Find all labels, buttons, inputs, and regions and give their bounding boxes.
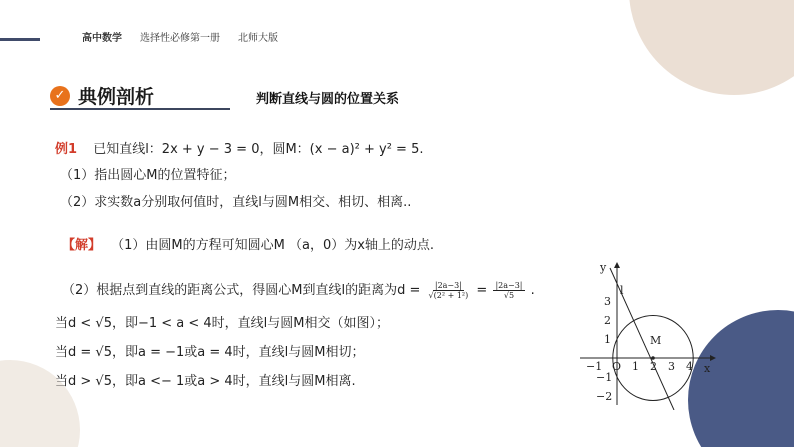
section-title-underline — [50, 108, 230, 110]
example-question-2: （2）求实数a分别取何值时，直线l与圆M相交、相切、相离.. — [60, 195, 412, 210]
x-axis-arrow — [710, 355, 716, 361]
check-icon: ✓ — [50, 86, 70, 106]
example-statement-line — [55, 138, 423, 157]
solution-label: 【解】 — [62, 238, 102, 253]
solution-part-2-line — [62, 279, 535, 300]
topic-title: 判断直线与圆的位置关系 — [256, 92, 400, 107]
header-book: 选择性必修第一册 — [140, 33, 220, 44]
y-tick-label: 1 — [604, 333, 611, 346]
center-label: M — [650, 334, 662, 347]
header-accent-line — [0, 38, 40, 41]
header-bar — [82, 29, 278, 44]
example-label: 例1 — [55, 142, 78, 157]
header-publisher: 北师大版 — [238, 33, 278, 44]
equals-sign: = — [476, 283, 488, 298]
distance-fraction-2 — [493, 281, 524, 300]
fraction-1-numerator: |2a−3| — [434, 281, 462, 290]
circle-line-graph — [580, 240, 720, 410]
example-statement: 已知直线l：2x + y − 3 = 0，圆M：(x − a)² + y² = 5. — [93, 142, 424, 157]
fraction-2-denominator: √5 — [503, 291, 515, 300]
section-title-row — [50, 82, 154, 109]
header-subject: 高中数学 — [82, 33, 122, 44]
case-tangent: 当d = √5，即a = −1或a = 4时，直线l与圆M相切； — [55, 345, 365, 360]
section-title: 典例剖析 — [78, 86, 155, 108]
x-tick-label: 4 — [686, 360, 693, 373]
solution-part-1-line — [62, 234, 434, 253]
y-tick-label: −1 — [596, 371, 613, 384]
x-tick-label: −1 — [586, 360, 603, 373]
y-tick-label: 2 — [604, 314, 611, 327]
example-question-1: （1）指出圆心M的位置特征； — [60, 168, 236, 183]
y-tick-label: 3 — [604, 295, 611, 308]
distance-fraction-1 — [427, 281, 471, 300]
y-axis-arrow — [614, 262, 620, 268]
x-tick-label: 1 — [632, 360, 639, 373]
case-separate: 当d > √5，即a <− 1或a > 4时，直线l与圆M相离. — [55, 374, 356, 389]
origin-label: O — [612, 360, 622, 373]
solution-part-2: （2）根据点到直线的距离公式，得圆心M到直线l的距离为d = — [62, 283, 421, 298]
solution-part-1: （1）由圆M的方程可知圆心M （a，0）为x轴上的动点. — [111, 238, 435, 253]
center-point — [651, 356, 655, 360]
y-axis-label: y — [600, 261, 607, 274]
x-axis-label: x — [704, 362, 711, 375]
y-tick-label: −2 — [596, 390, 613, 403]
case-intersect: 当d < √5，即−1 < a < 4时，直线l与圆M相交（如图）； — [55, 316, 390, 331]
x-tick-label: 3 — [668, 360, 675, 373]
fraction-2-numerator: |2a−3| — [495, 281, 523, 290]
solution-part-2-end: . — [530, 283, 535, 298]
decor-circle-top — [629, 0, 794, 95]
x-tick-label: 2 — [650, 360, 657, 373]
fraction-1-denominator: √(2² + 1²) — [428, 291, 469, 300]
line-label: l — [620, 284, 624, 297]
